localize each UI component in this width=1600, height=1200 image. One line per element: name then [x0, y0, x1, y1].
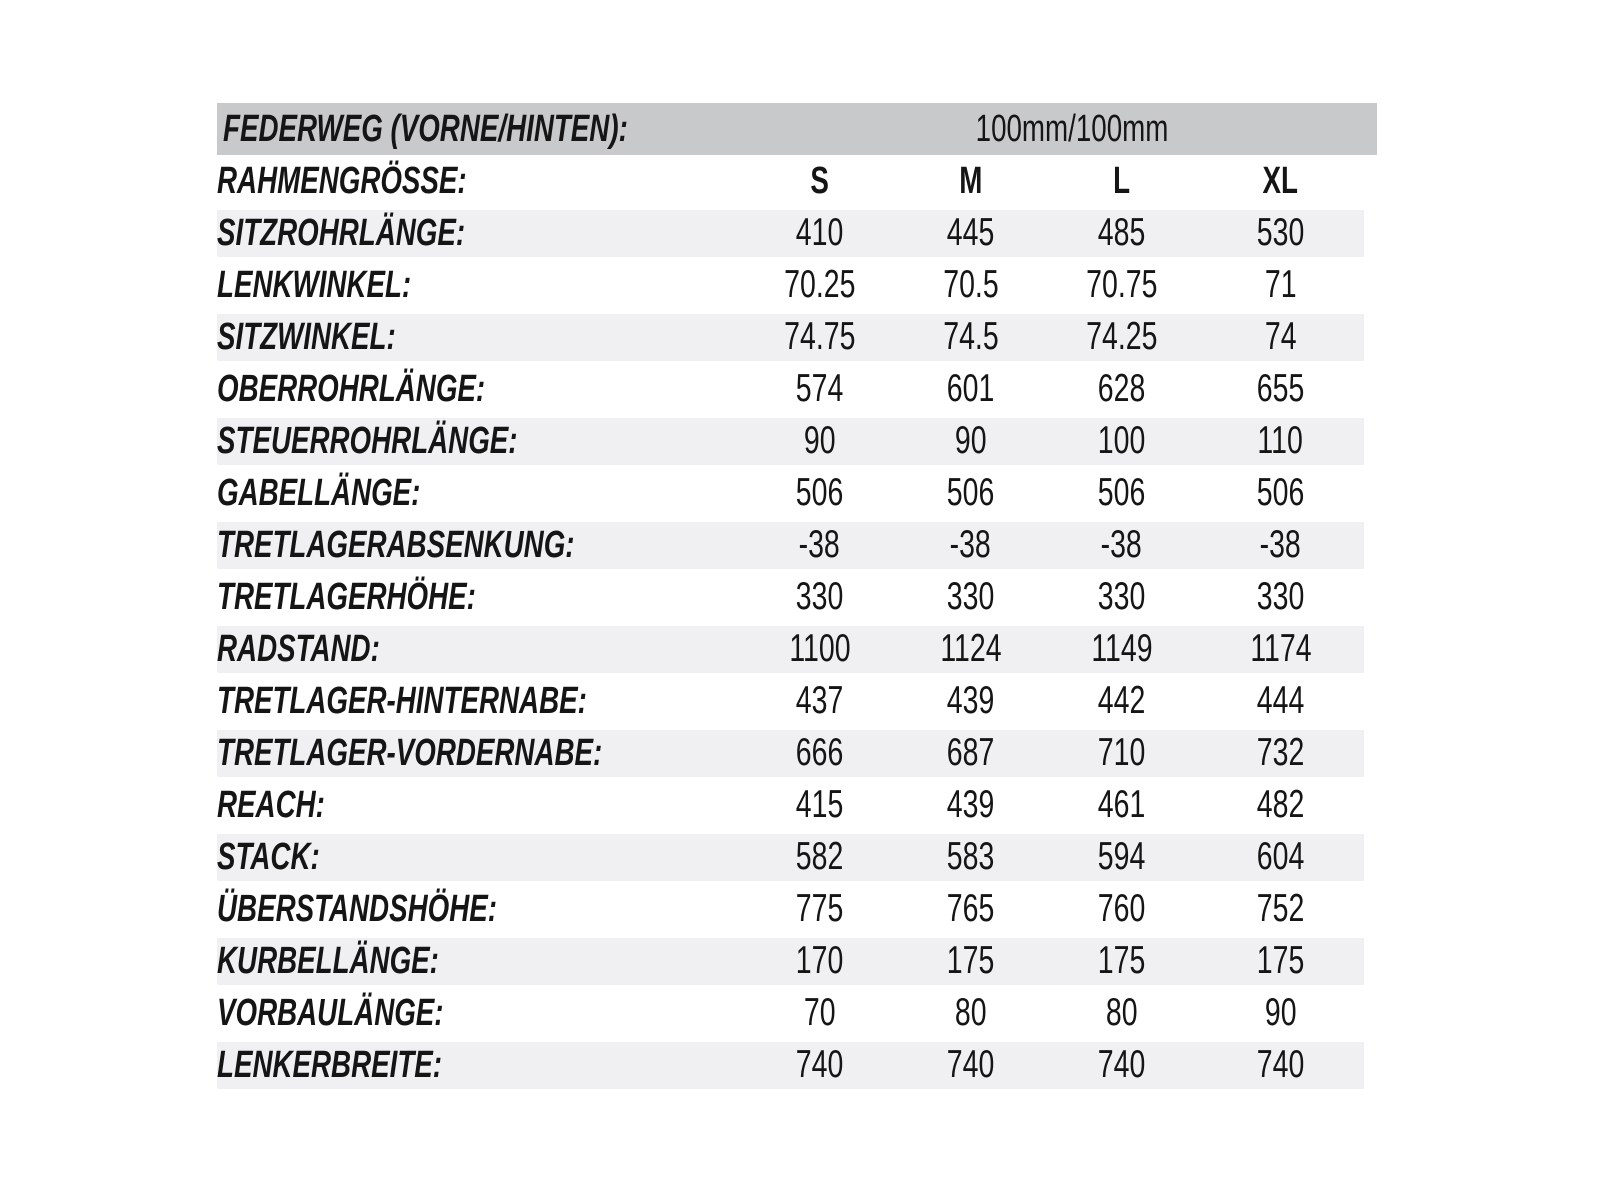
size-header-row — [217, 155, 1364, 207]
cell-value-l: 461 — [1097, 783, 1146, 826]
cell-value-xl: 330 — [1256, 575, 1305, 618]
table-row-gabellaenge — [217, 467, 1364, 519]
cell-value-s: 437 — [795, 679, 844, 722]
cell-value-s: 170 — [795, 939, 844, 982]
cell-value-m: 765 — [946, 887, 995, 930]
table-row-sitzwinkel — [217, 311, 1364, 363]
cell-value-l: 628 — [1097, 367, 1146, 410]
cell-value-l: 506 — [1097, 471, 1146, 514]
row-label: RADSTAND: — [217, 627, 380, 670]
row-label: LENKERBREITE: — [217, 1043, 443, 1086]
row-label: VORBAULÄNGE: — [217, 991, 444, 1034]
table-row-reach — [217, 779, 1364, 831]
table-row-tretlager-vordernabe — [217, 727, 1364, 779]
cell-value-m: 80 — [954, 991, 987, 1034]
cell-value-xl: 1174 — [1249, 627, 1312, 670]
cell-value-m: 445 — [946, 211, 995, 254]
cell-value-s: 740 — [795, 1043, 844, 1086]
cell-value-s: 582 — [795, 835, 844, 878]
row-label: GABELLÄNGE: — [217, 471, 421, 514]
row-label: TRETLAGER-VORDERNABE: — [217, 731, 603, 774]
table-row-oberrohrlaenge — [217, 363, 1364, 415]
cell-value-l: 442 — [1097, 679, 1146, 722]
cell-value-m: 74.5 — [942, 315, 999, 358]
geometry-table — [217, 103, 1377, 1091]
suspension-label: FEDERWEG (VORNE/HINTEN): — [223, 108, 628, 150]
cell-value-s: 775 — [795, 887, 844, 930]
table-row-vorbaulaenge — [217, 987, 1364, 1039]
cell-value-s: 410 — [795, 211, 844, 254]
cell-value-l: 1149 — [1090, 627, 1153, 670]
row-label: REACH: — [217, 783, 325, 826]
cell-value-m: -38 — [949, 523, 992, 566]
table-row-tretlagerabsenkung — [217, 519, 1364, 571]
cell-value-s: 70.25 — [783, 263, 856, 306]
cell-value-s: 666 — [795, 731, 844, 774]
cell-value-l: 80 — [1105, 991, 1138, 1034]
size-m: M — [958, 159, 983, 202]
table-row-steuerrohrlaenge — [217, 415, 1364, 467]
cell-value-xl: 482 — [1256, 783, 1305, 826]
cell-value-m: 687 — [946, 731, 995, 774]
cell-value-l: 485 — [1097, 211, 1146, 254]
cell-value-m: 90 — [954, 419, 987, 462]
table-row-radstand — [217, 623, 1364, 675]
cell-value-l: 74.25 — [1085, 315, 1158, 358]
table-row-sitzrohrlaenge — [217, 207, 1364, 259]
cell-value-l: 594 — [1097, 835, 1146, 878]
cell-value-m: 1124 — [939, 627, 1002, 670]
cell-value-m: 439 — [946, 679, 995, 722]
cell-value-xl: 752 — [1256, 887, 1305, 930]
cell-value-xl: 74 — [1264, 315, 1297, 358]
row-label: TRETLAGERHÖHE: — [217, 575, 476, 618]
table-row-tretlager-hinternabe — [217, 675, 1364, 727]
cell-value-xl: 175 — [1256, 939, 1305, 982]
table-row-ueberstandshoehe — [217, 883, 1364, 935]
row-label: TRETLAGER-HINTERNABE: — [217, 679, 587, 722]
cell-value-xl: 444 — [1256, 679, 1305, 722]
cell-value-l: 740 — [1097, 1043, 1146, 1086]
cell-value-xl: 655 — [1256, 367, 1305, 410]
table-row-kurbellaenge — [217, 935, 1364, 987]
cell-value-s: 90 — [803, 419, 836, 462]
row-label: OBERROHRLÄNGE: — [217, 367, 486, 410]
cell-value-m: 439 — [946, 783, 995, 826]
cell-value-xl: 110 — [1257, 419, 1304, 462]
cell-value-s: 70 — [803, 991, 836, 1034]
row-label: ÜBERSTANDSHÖHE: — [217, 887, 497, 930]
row-label: STEUERROHRLÄNGE: — [217, 419, 518, 462]
cell-value-s: 1100 — [788, 627, 851, 670]
cell-value-s: 74.75 — [783, 315, 856, 358]
cell-value-s: 506 — [795, 471, 844, 514]
row-label: LENKWINKEL: — [217, 263, 412, 306]
cell-value-xl: -38 — [1259, 523, 1302, 566]
cell-value-m: 740 — [946, 1043, 995, 1086]
cell-value-l: 760 — [1097, 887, 1146, 930]
suspension-value: 100mm/100mm — [975, 108, 1169, 150]
row-label: TRETLAGERABSENKUNG: — [217, 523, 575, 566]
cell-value-xl: 740 — [1256, 1043, 1305, 1086]
cell-value-xl: 604 — [1256, 835, 1305, 878]
size-s: S — [810, 159, 829, 202]
cell-value-xl: 71 — [1264, 263, 1297, 306]
cell-value-l: 100 — [1097, 419, 1146, 462]
cell-value-xl: 90 — [1264, 991, 1297, 1034]
table-row-stack — [217, 831, 1364, 883]
cell-value-xl: 530 — [1256, 211, 1305, 254]
row-label: SITZWINKEL: — [217, 315, 396, 358]
table-row-lenkwinkel — [217, 259, 1364, 311]
cell-value-l: 70.75 — [1085, 263, 1158, 306]
table-row-lenkerbreite — [217, 1039, 1364, 1091]
suspension-header-row — [217, 103, 1377, 155]
cell-value-m: 70.5 — [942, 263, 999, 306]
cell-value-l: -38 — [1100, 523, 1143, 566]
cell-value-m: 583 — [946, 835, 995, 878]
cell-value-m: 601 — [946, 367, 995, 410]
cell-value-s: -38 — [798, 523, 841, 566]
cell-value-l: 175 — [1097, 939, 1146, 982]
geometry-spec-table — [217, 155, 1364, 1091]
cell-value-xl: 506 — [1256, 471, 1305, 514]
row-label: SITZROHRLÄNGE: — [217, 211, 466, 254]
cell-value-s: 330 — [795, 575, 844, 618]
cell-value-s: 574 — [795, 367, 844, 410]
row-label: KURBELLÄNGE: — [217, 939, 439, 982]
size-l: L — [1113, 159, 1130, 202]
cell-value-m: 506 — [946, 471, 995, 514]
size-header-label: RAHMENGRÖSSE: — [217, 159, 467, 202]
cell-value-l: 710 — [1097, 731, 1146, 774]
table-row-tretlagerhoehe — [217, 571, 1364, 623]
cell-value-m: 330 — [946, 575, 995, 618]
cell-value-l: 330 — [1097, 575, 1146, 618]
row-label: STACK: — [217, 835, 320, 878]
cell-value-s: 415 — [795, 783, 844, 826]
cell-value-xl: 732 — [1256, 731, 1305, 774]
size-xl: XL — [1262, 159, 1299, 202]
cell-value-m: 175 — [946, 939, 995, 982]
